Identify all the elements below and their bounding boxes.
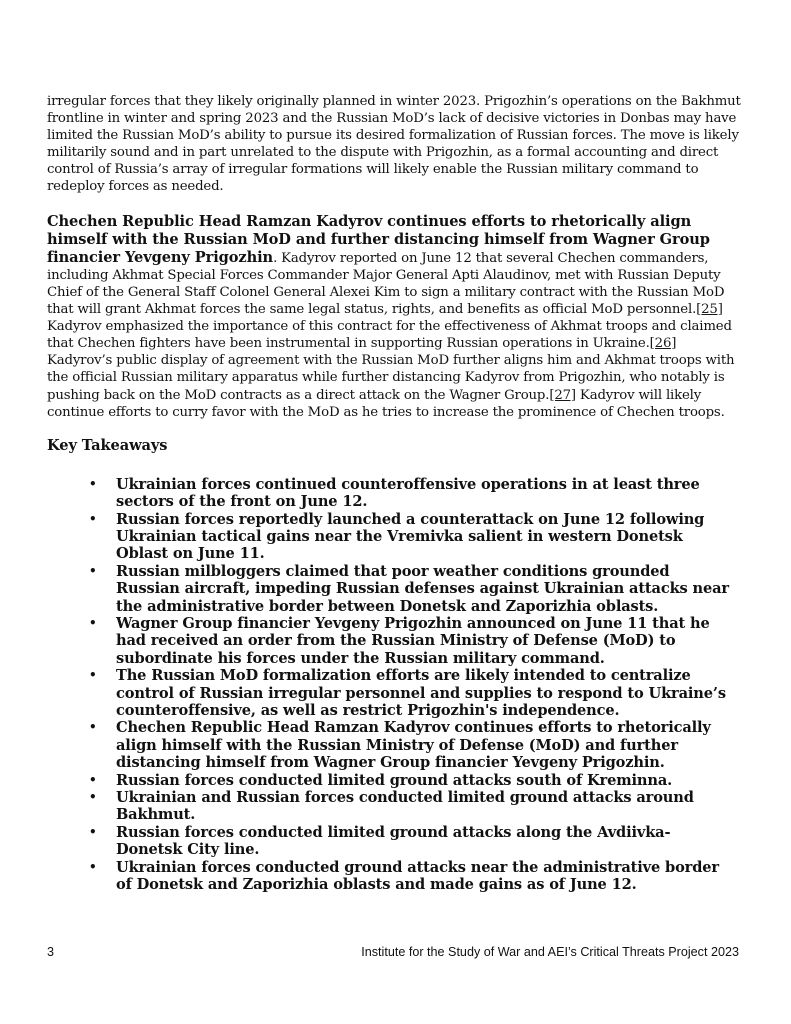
footer-text: Institute for the Study of War and AEI’s Critical Threats Project 2023	[361, 945, 739, 959]
key-takeaway-item	[47, 789, 745, 824]
paragraph-kadyrov-text-2: Kadyrov emphasized the importance of this contract for the effectiveness of Akhmat troops and claimed that Chechen fighters have been instrumental in supporting Russian operations in Ukraine.	[47, 319, 732, 352]
key-takeaway-item	[47, 719, 745, 771]
document-body	[47, 93, 745, 893]
bullet-icon: •	[89, 824, 97, 839]
key-takeaway-text: Ukrainian and Russian forces conducted limited ground attacks around Bakhmut.	[116, 789, 694, 824]
key-takeaway-item	[47, 615, 745, 667]
paragraph-irregular-forces: irregular forces that they likely originally planned in winter 2023. Prigozhin’s operations on the Bakhmut frontline in winter and spring 2023 and the Russian MoD’s lack of decisive victories in Donbas may have limited the Russian MoD’s ability to pursue its desired formalization of Russian forces. The move is likely militarily sound and in part unrelated to the dispute with Prigozhin, as a formal accounting and direct control of Russia’s array of irregular formations will likely enable the Russian military command to redeploy forces as needed.	[47, 94, 741, 195]
paragraph-kadyrov	[47, 213, 745, 421]
key-takeaway-text: Chechen Republic Head Ramzan Kadyrov continues efforts to rhetorically align himself with the Russian Ministry of Defense (MoD) and further distancing himself from Wagner Group financier Yevgeny Prigozhin.	[116, 719, 711, 772]
key-takeaway-item	[47, 859, 745, 894]
key-takeaway-text: Russian forces conducted limited ground attacks south of Kreminna.	[116, 771, 673, 789]
key-takeaways-heading: Key Takeaways	[47, 436, 168, 454]
footnote-link-27[interactable]: [27]	[549, 387, 576, 403]
key-takeaway-text: Russian milbloggers claimed that poor weather conditions grounded Russian aircraft, impeding Russian defenses against Ukrainian attacks near the administrative border between Donetsk and Zaporizhia oblasts.	[116, 562, 729, 615]
bullet-icon: •	[89, 790, 97, 804]
key-takeaway-item	[47, 563, 745, 615]
key-takeaway-item	[47, 824, 745, 859]
key-takeaway-text: Russian forces reportedly launched a counterattack on June 12 following Ukrainian tactical gains near the Vremivka salient in western Donetsk Oblast on June 11.	[116, 510, 705, 563]
key-takeaway-text: The Russian MoD formalization efforts are likely intended to centralize control of Russian irregular personnel and supplies to respond to Ukraine’s counteroffensive, as well as restrict Prigozhin's independence.	[116, 667, 726, 719]
bullet-icon: •	[89, 511, 97, 526]
footnote-link-25[interactable]: [25]	[696, 302, 723, 318]
paragraph-kadyrov-text-1: . Kadyrov reported on June 12 that several Chechen commanders, including Akhmat Special Forces Commander Major General Apti Alaudinov, met with Russian Deputy Chief of the General Staff Colonel General Alexei Kim to sign a military contract with the Russian MoD that will grant Akhmat forces the same legal status, rights, and benefits as official MoD personnel.	[47, 250, 725, 318]
bullet-icon: •	[89, 615, 97, 630]
paragraph-kadyrov-text-4: Kadyrov will likely continue efforts to curry favor with the MoD as he tries to increase the prominence of Chechen troops.	[47, 387, 725, 420]
key-takeaway-text: Ukrainian forces conducted ground attacks near the administrative border of Donetsk and Zaporizhia oblasts and made gains as of June 12.	[116, 858, 719, 894]
paragraph-kadyrov-text-3: Kadyrov’s public display of agreement with the Russian MoD further aligns him and Akhmat troops with the official Russian military apparatus while further distancing Kadyrov from Prigozhin, who notably is pushing back on the MoD contracts as a direct attack on the Wagner Group.	[47, 353, 735, 403]
bullet-icon: •	[89, 720, 97, 735]
bullet-icon: •	[89, 668, 97, 683]
bullet-icon: •	[89, 563, 97, 578]
paragraph-kadyrov-lead: Chechen Republic Head Ramzan Kadyrov continues efforts to rhetorically align himself with the Russian MoD and further distancing himself from Wagner Group financier Yevgeny Prigozhin	[47, 212, 710, 266]
key-takeaway-text: Russian forces conducted limited ground attacks along the Avdiivka-Donetsk City line.	[116, 823, 671, 859]
bullet-icon: •	[89, 772, 97, 787]
key-takeaways-list	[47, 476, 745, 894]
key-takeaway-item	[47, 511, 745, 563]
key-takeaway-text: Wagner Group financier Yevgeny Prigozhin announced on June 11 that he had received an order from the Russian Ministry of Defense (MoD) to subordinate his forces under the Russian military command.	[116, 614, 710, 667]
footnote-link-26[interactable]: [26]	[649, 336, 677, 352]
key-takeaway-item	[47, 667, 745, 719]
page-number: 3	[47, 945, 55, 959]
bullet-icon: •	[89, 859, 97, 874]
key-takeaway-item	[47, 772, 745, 789]
bullet-icon: •	[89, 476, 97, 491]
key-takeaway-item	[47, 476, 745, 511]
key-takeaway-text: Ukrainian forces continued counteroffensive operations in at least three sectors of the front on June 12.	[116, 475, 700, 511]
